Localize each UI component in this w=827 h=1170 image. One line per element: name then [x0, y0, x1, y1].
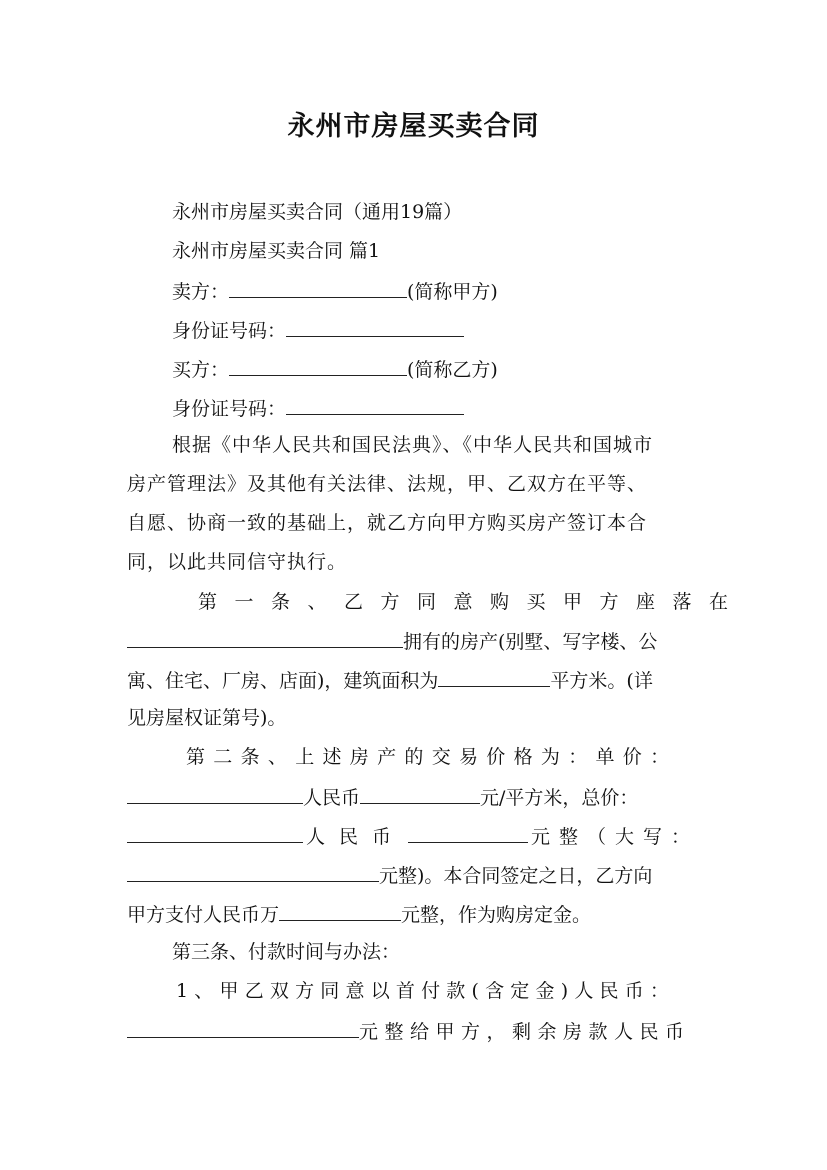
- buyer-id-line: [172, 394, 464, 422]
- buyer-label: 买方：: [172, 359, 230, 381]
- article-2-text: 元整（大写：: [530, 826, 699, 848]
- seller-id-line: [172, 316, 464, 344]
- preamble-line: 房产管理法》及其他有关法律、法规，甲、乙双方在平等、: [127, 473, 648, 495]
- down-payment-blank: [127, 1017, 359, 1038]
- article-1-text: 寓、住宅、厂房、店面)，建筑面积为: [127, 670, 439, 692]
- article-2-text: 甲方支付人民币万: [127, 904, 280, 926]
- buyer-name-blank: [229, 355, 407, 376]
- seller-name-blank: [229, 277, 407, 298]
- article-2-line: [127, 822, 699, 850]
- seller-suffix: (简称甲方): [407, 281, 498, 303]
- total-price-rmb-blank: [408, 822, 528, 843]
- seller-id-label: 身份证号码：: [172, 320, 287, 342]
- article-2-line: 第二条、上述房产的交易价格为：单价：: [186, 746, 678, 768]
- buyer-id-label: 身份证号码：: [172, 398, 287, 420]
- article-2-line: [127, 861, 652, 889]
- buyer-id-blank: [286, 394, 464, 415]
- article-2-text: 元整，作为购房定金。: [401, 904, 592, 926]
- article-3-text: 元整给甲方，剩余房款人民币: [359, 1021, 691, 1043]
- article-1-line: [127, 666, 653, 694]
- article-3-line: 1、甲乙双方同意以首付款(含定金)人民币：: [176, 980, 676, 1002]
- article-1-line: 第一条、乙方同意购买甲方座落在: [198, 591, 746, 613]
- buyer-suffix: (简称乙方): [407, 359, 498, 381]
- unit-price-rmb-blank: [360, 783, 480, 804]
- document-subtitle: 永州市房屋买卖合同（通用19篇）: [172, 201, 463, 223]
- article-1-text: 平方米。(详: [550, 670, 653, 692]
- article-2-text: 元整)。本合同签定之日，乙方向: [379, 865, 653, 887]
- preamble-line: 根据《中华人民共和国民法典》、《中华人民共和国城市: [172, 434, 654, 456]
- total-price-blank: [127, 822, 303, 843]
- seller-line: [172, 277, 498, 305]
- article-2-line: [127, 783, 638, 811]
- total-price-words-blank: [127, 861, 379, 882]
- chapter-heading: 永州市房屋买卖合同 篇1: [172, 240, 381, 262]
- document-title: 永州市房屋买卖合同: [287, 111, 540, 142]
- article-2-line: [127, 900, 591, 928]
- article-1-line: [127, 627, 657, 655]
- article-2-text: 人民币: [303, 787, 361, 809]
- buyer-line: [172, 355, 498, 383]
- deposit-blank: [279, 900, 401, 921]
- article-1-line: 见房屋权证第号)。: [127, 707, 287, 729]
- seller-label: 卖方：: [172, 281, 230, 303]
- article-2-text: 人民币: [305, 826, 405, 848]
- area-blank: [438, 666, 550, 687]
- seller-id-blank: [286, 316, 464, 337]
- preamble-line: 同，以此共同信守执行。: [127, 551, 348, 573]
- article-2-text: 元/平方米，总价：: [480, 787, 639, 809]
- article-3-heading: 第三条、付款时间与办法：: [172, 941, 401, 963]
- article-1-text: 拥有的房产(别墅、写字楼、公: [403, 631, 658, 653]
- property-location-blank: [127, 627, 403, 648]
- unit-price-blank: [127, 783, 303, 804]
- article-3-line: [127, 1017, 691, 1045]
- preamble-line: 自愿、协商一致的基础上，就乙方向甲方购买房产签订本合: [127, 512, 648, 534]
